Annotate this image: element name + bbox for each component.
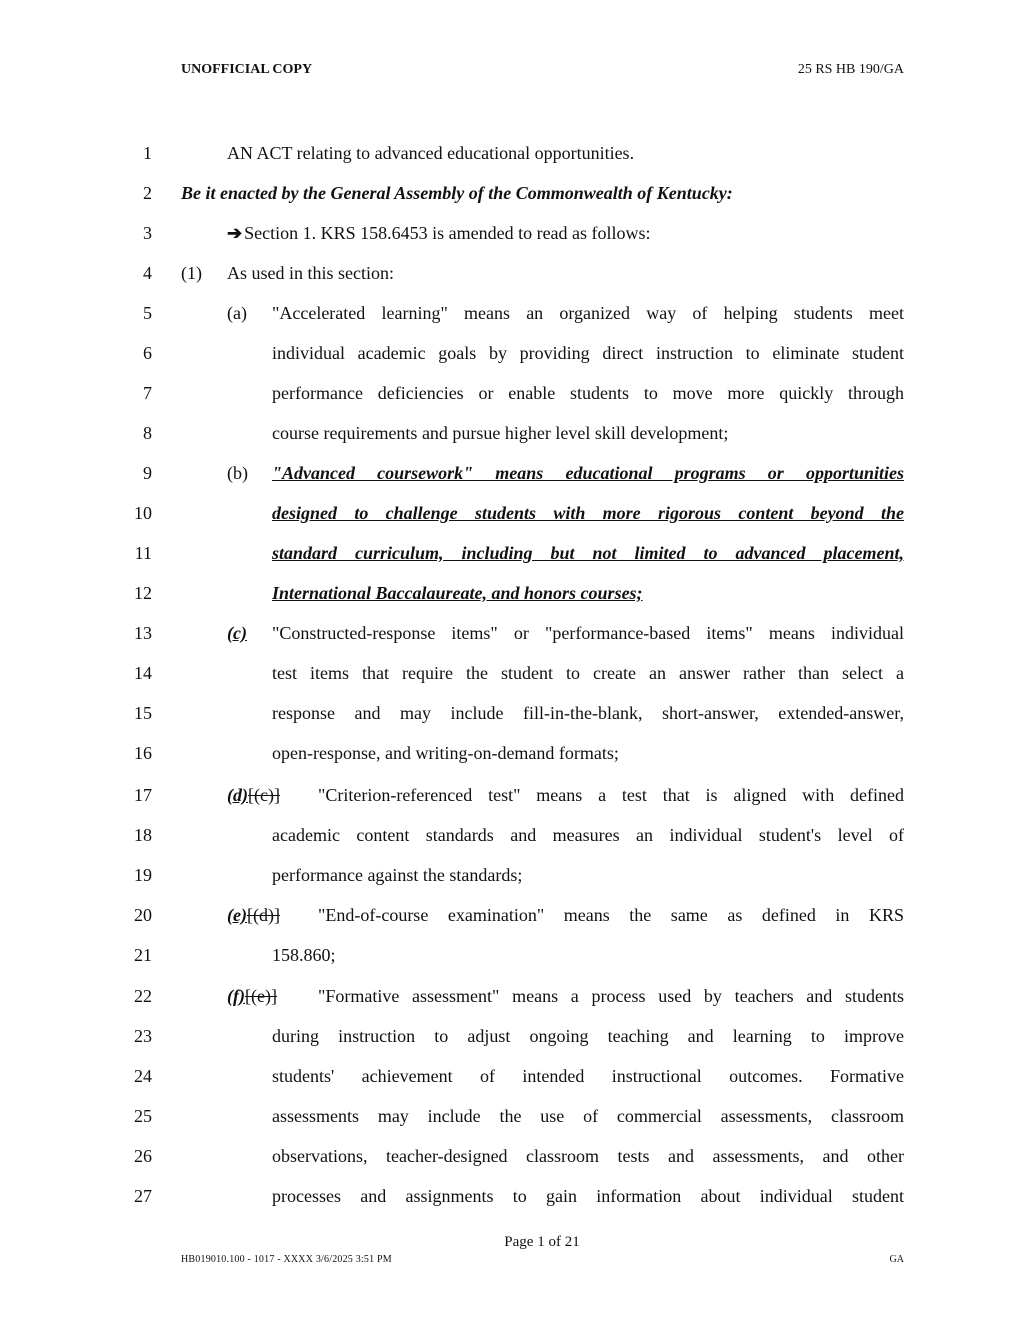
act-title: AN ACT relating to advanced educational opportunities. — [227, 143, 635, 163]
document-line-14 — [0, 662, 1024, 702]
document-line-25 — [0, 1105, 1024, 1145]
document-line-1 — [0, 142, 1024, 182]
paragraph-label: (a) — [227, 303, 247, 323]
line-number: 6 — [143, 343, 152, 363]
line-number: 5 — [143, 303, 152, 323]
inserted-label: (f) — [227, 986, 245, 1006]
paragraph-text: individual academic goals by providing direct instruction to eliminate student — [272, 343, 904, 363]
inserted-label: (c) — [227, 623, 247, 643]
line-number: 16 — [134, 743, 152, 763]
line-number: 19 — [134, 865, 152, 885]
document-line-27 — [0, 1185, 1024, 1225]
document-line-21 — [0, 944, 1024, 984]
document-line-23 — [0, 1025, 1024, 1065]
paragraph-text: academic content standards and measures an individual student's level of — [272, 825, 904, 845]
inserted-text: standard curriculum, including but not limited to advanced placement, — [272, 543, 904, 563]
line-number: 25 — [134, 1106, 152, 1126]
document-line-2 — [0, 182, 1024, 222]
deleted-label: [(c)] — [248, 785, 280, 805]
header-bill-number: 25 RS HB 190/GA — [797, 62, 904, 77]
line-number: 24 — [134, 1066, 152, 1086]
document-line-13 — [0, 622, 1024, 662]
inserted-label: (e) — [227, 905, 247, 925]
line-number: 7 — [143, 383, 152, 403]
line-number: 3 — [143, 223, 152, 243]
deleted-label: [(e)] — [244, 986, 277, 1006]
inserted-text: International Baccalaureate, and honors courses; — [272, 583, 643, 603]
paragraph-text: open-response, and writing-on-demand formats; — [272, 743, 619, 763]
header-unofficial-copy: UNOFFICIAL COPY — [181, 62, 313, 77]
document-line-22 — [0, 985, 1024, 1025]
enacting-clause: Be it enacted by the General Assembly of the Commonwealth of Kentucky: — [181, 183, 733, 203]
document-line-18 — [0, 824, 1024, 864]
document-line-5 — [0, 302, 1024, 342]
line-number: 2 — [143, 183, 152, 203]
subsection-text: As used in this section: — [227, 263, 394, 283]
line-number: 12 — [134, 583, 152, 603]
line-number: 9 — [143, 463, 152, 483]
document-line-4 — [0, 262, 1024, 302]
document-line-16 — [0, 742, 1024, 782]
document-line-9 — [0, 462, 1024, 502]
paragraph-text: test items that require the student to create an answer rather than select a — [272, 663, 904, 683]
paragraph-text: students' achievement of intended instructional outcomes. Formative — [272, 1066, 904, 1086]
document-line-10 — [0, 502, 1024, 542]
paragraph-text: processes and assignments to gain information about individual student — [272, 1186, 904, 1206]
line-number: 17 — [134, 785, 152, 805]
document-line-6 — [0, 342, 1024, 382]
paragraph-text: performance against the standards; — [272, 865, 523, 885]
paragraph-text: performance deficiencies or enable students to move more quickly through — [272, 383, 904, 403]
line-number: 15 — [134, 703, 152, 723]
page-number: Page 1 of 21 — [504, 1234, 580, 1250]
document-line-19 — [0, 864, 1024, 904]
inserted-text: "Advanced coursework" means educational programs or opportunities — [272, 463, 904, 483]
document-id: HB019010.100 - 1017 - XXXX 3/6/2025 3:51 PM — [181, 1254, 392, 1265]
paragraph-text: "Accelerated learning" means an organized way of helping students meet — [272, 303, 904, 323]
paragraph-label: (b) — [227, 463, 248, 483]
document-line-24 — [0, 1065, 1024, 1105]
line-number: 1 — [143, 143, 152, 163]
line-number: 20 — [134, 905, 152, 925]
paragraph-text: response and may include fill-in-the-blank, short-answer, extended-answer, — [272, 703, 904, 723]
line-number: 23 — [134, 1026, 152, 1046]
inserted-text: designed to challenge students with more rigorous content beyond the — [272, 503, 904, 523]
paragraph-text: "Formative assessment" means a process used by teachers and students — [318, 986, 904, 1006]
document-line-12 — [0, 582, 1024, 622]
deleted-label: [(d)] — [246, 905, 280, 925]
paragraph-text: "Constructed-response items" or "performance-based items" means individual — [272, 623, 904, 643]
paragraph-text: assessments may include the use of commercial assessments, classroom — [272, 1106, 904, 1126]
document-line-20 — [0, 904, 1024, 944]
line-number: 13 — [134, 623, 152, 643]
line-number: 10 — [134, 503, 152, 523]
document-line-15 — [0, 702, 1024, 742]
section-heading: Section 1. KRS 158.6453 is amended to read as follows: — [244, 223, 651, 243]
paragraph-text: observations, teacher-designed classroom tests and assessments, and other — [272, 1146, 904, 1166]
subsection-label: (1) — [181, 263, 202, 283]
paragraph-text: 158.860; — [272, 945, 336, 965]
line-number: 4 — [143, 263, 152, 283]
paragraph-text: "End-of-course examination" means the same as defined in KRS — [318, 905, 904, 925]
footer-initials: GA — [889, 1254, 904, 1265]
line-number: 11 — [134, 543, 152, 563]
line-number: 14 — [134, 663, 152, 683]
document-line-11 — [0, 542, 1024, 582]
paragraph-text: course requirements and pursue higher level skill development; — [272, 423, 729, 443]
document-line-26 — [0, 1145, 1024, 1185]
inserted-label: (d) — [227, 785, 248, 805]
line-number: 8 — [143, 423, 152, 443]
line-number: 26 — [134, 1146, 152, 1166]
document-line-7 — [0, 382, 1024, 422]
line-number: 18 — [134, 825, 152, 845]
line-number: 27 — [134, 1186, 152, 1206]
line-number: 21 — [134, 945, 152, 965]
document-line-3 — [0, 222, 1024, 262]
document-line-17 — [0, 784, 1024, 824]
document-line-8 — [0, 422, 1024, 462]
paragraph-text: during instruction to adjust ongoing teaching and learning to improve — [272, 1026, 904, 1046]
paragraph-text: "Criterion-referenced test" means a test that is aligned with defined — [318, 785, 904, 805]
line-number: 22 — [134, 986, 152, 1006]
section-arrow-icon: ➔ — [227, 223, 243, 243]
